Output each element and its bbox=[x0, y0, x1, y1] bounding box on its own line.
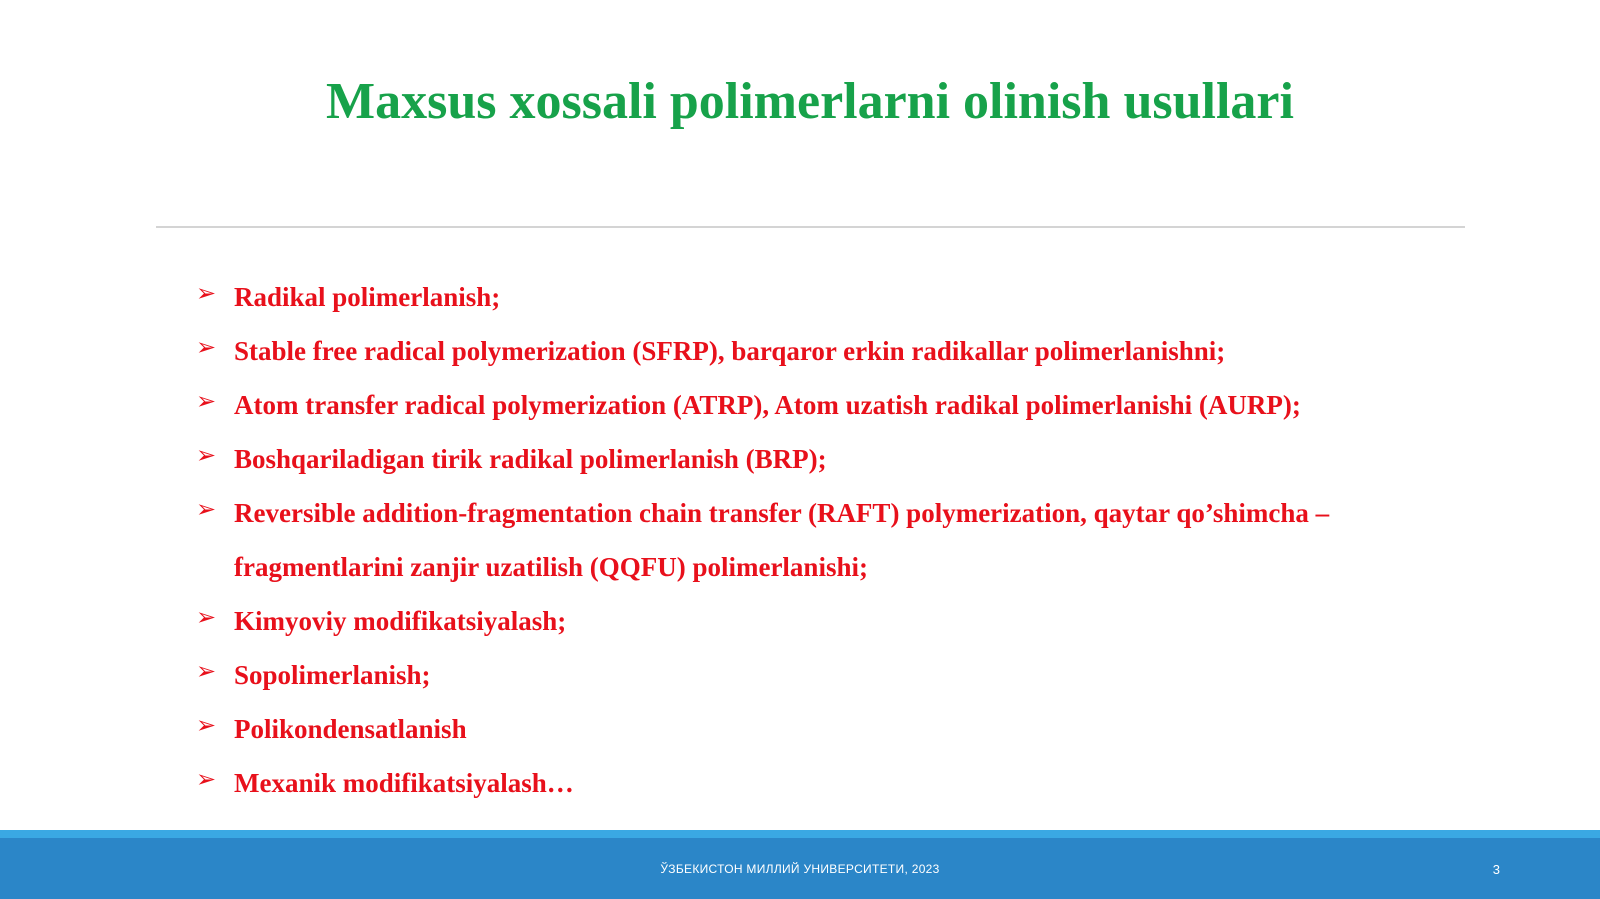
bullet-text: Sopolimerlanish; bbox=[234, 660, 431, 690]
arrowhead-bullet-icon: ➢ bbox=[196, 281, 217, 307]
arrowhead-bullet-icon: ➢ bbox=[196, 605, 217, 631]
bullet-text: Stable free radical polymerization (SFRP), barqaror erkin radikallar polimerlanishni; bbox=[234, 336, 1226, 366]
bullet-item bbox=[196, 648, 1476, 702]
bullet-item bbox=[196, 270, 1476, 324]
arrowhead-bullet-icon: ➢ bbox=[196, 767, 217, 793]
bullet-item bbox=[196, 432, 1476, 486]
bullet-item bbox=[196, 702, 1476, 756]
bullet-item bbox=[196, 756, 1476, 810]
slide-title: Maxsus xossali polimerlarni olinish usullari bbox=[326, 73, 1294, 130]
bullet-item bbox=[196, 378, 1476, 432]
bullet-item bbox=[196, 324, 1476, 378]
page-number: 3 bbox=[1492, 862, 1500, 877]
arrowhead-bullet-icon: ➢ bbox=[196, 497, 217, 523]
bullet-item bbox=[196, 486, 1476, 594]
bullet-item bbox=[196, 594, 1476, 648]
bullet-text: Polikondensatlanish bbox=[234, 714, 467, 744]
footer-text: ЎЗБЕКИСТОН МИЛЛИЙ УНИВЕРСИТЕТИ, 2023 bbox=[660, 862, 940, 876]
title-divider bbox=[156, 226, 1465, 228]
bullet-text: Reversible addition-fragmentation chain transfer (RAFT) polymerization, qaytar qo’shimcha – fragmentlarini zanjir uzatilish (QQFU) polimerlanishi; bbox=[234, 498, 1330, 582]
footer-stripe bbox=[0, 830, 1600, 838]
arrowhead-bullet-icon: ➢ bbox=[196, 443, 217, 469]
arrowhead-bullet-icon: ➢ bbox=[196, 389, 217, 415]
bullet-text: Radikal polimerlanish; bbox=[234, 282, 501, 312]
bullet-text: Mexanik modifikatsiyalash… bbox=[234, 768, 574, 798]
arrowhead-bullet-icon: ➢ bbox=[196, 659, 217, 685]
bullet-text: Kimyoviy modifikatsiyalash; bbox=[234, 606, 567, 636]
arrowhead-bullet-icon: ➢ bbox=[196, 713, 217, 739]
bullet-text: Atom transfer radical polymerization (ATRP), Atom uzatish radikal polimerlanishi (AURP); bbox=[234, 390, 1301, 420]
bullet-text: Boshqariladigan tirik radikal polimerlanish (BRP); bbox=[234, 444, 827, 474]
arrowhead-bullet-icon: ➢ bbox=[196, 335, 217, 361]
bullet-list bbox=[196, 270, 1476, 810]
